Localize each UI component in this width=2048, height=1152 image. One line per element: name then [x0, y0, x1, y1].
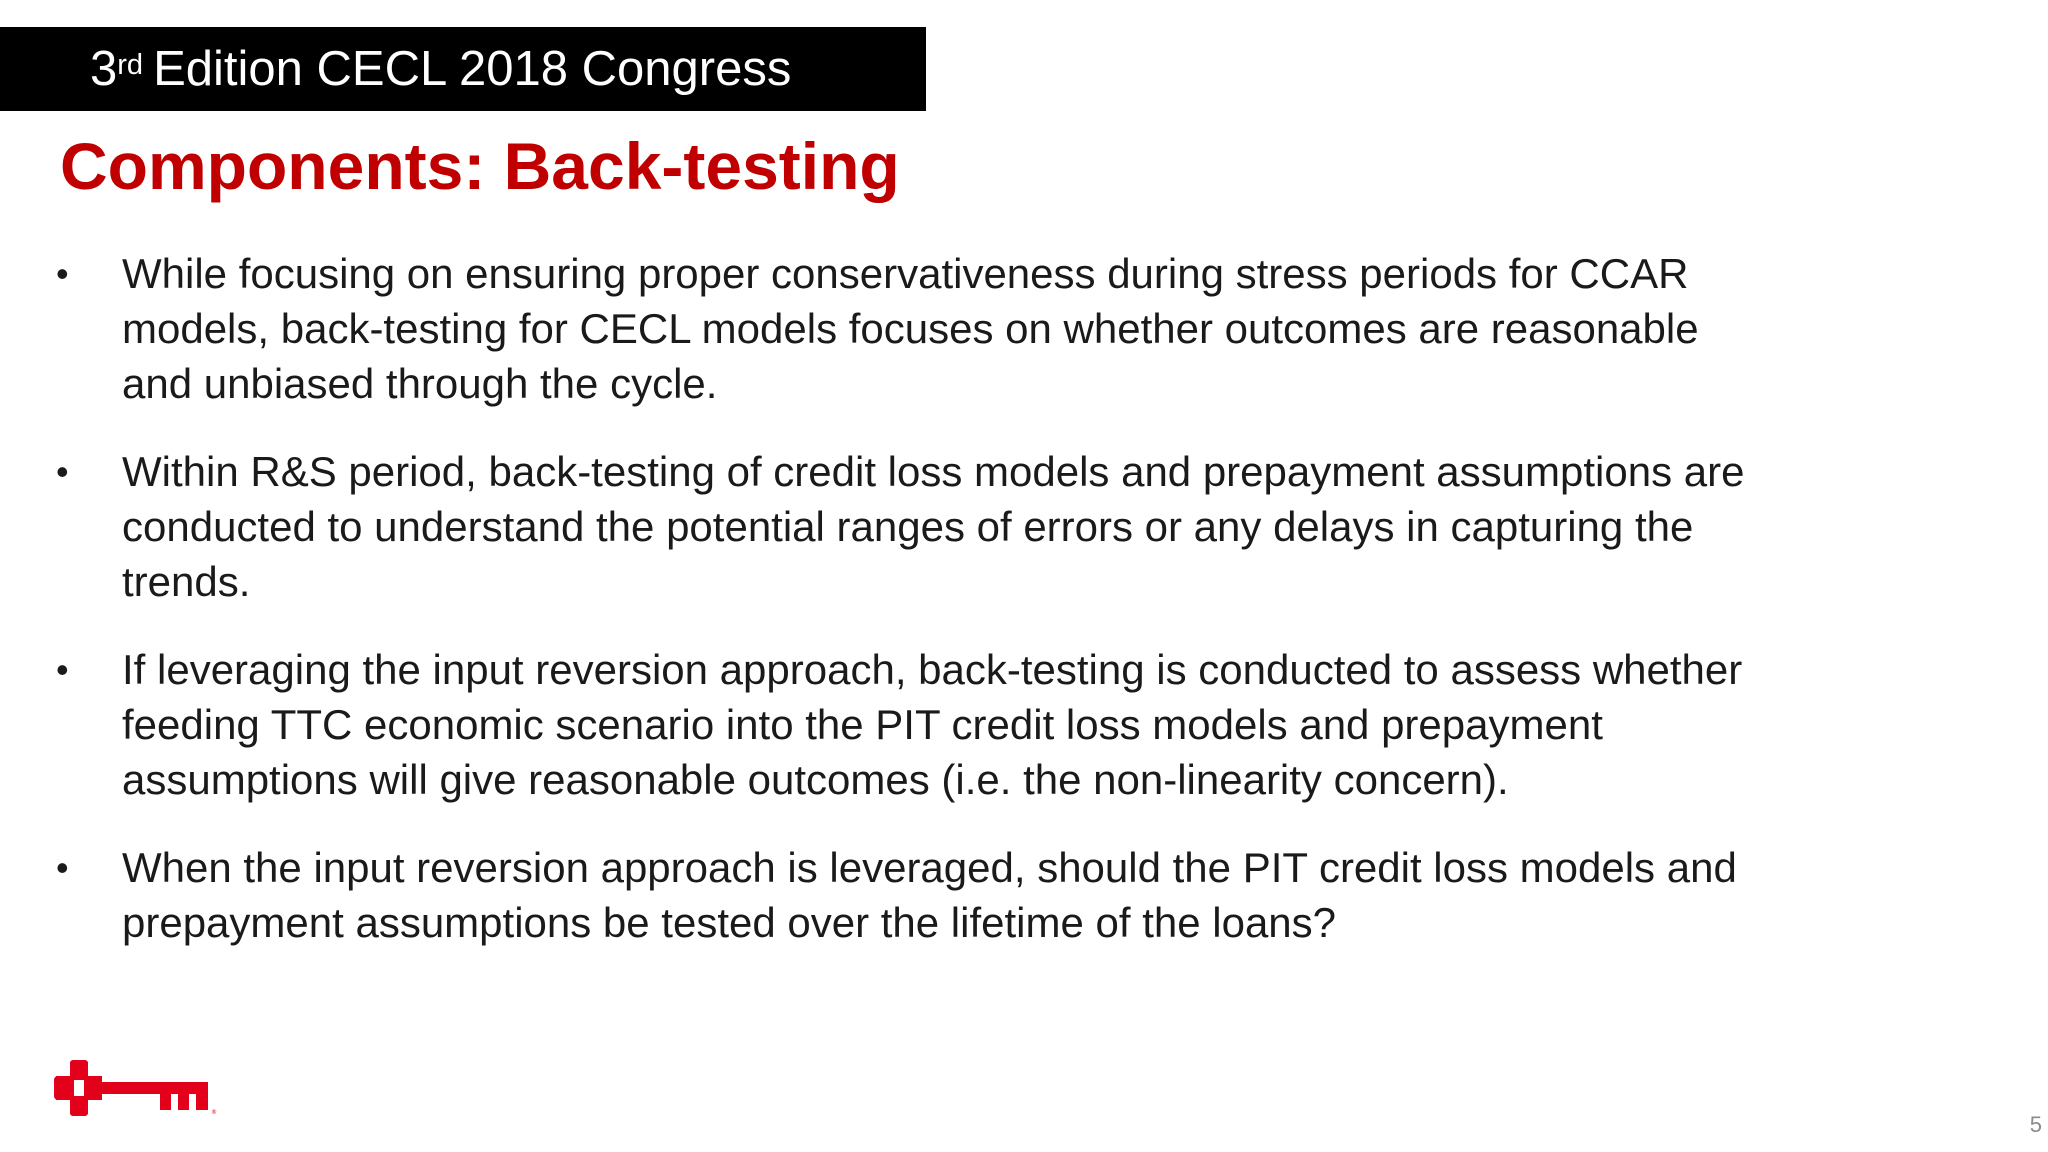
- bullet-marker: •: [56, 253, 69, 294]
- bullet-line: trends.: [122, 558, 251, 605]
- bullet-line: models, back-testing for CECL models focuses on whether outcomes are reasonable: [122, 305, 1699, 352]
- bullet-line: and unbiased through the cycle.: [122, 360, 718, 407]
- bullet-item: [56, 444, 1956, 609]
- bullet-line: When the input reversion approach is leveraged, should the PIT credit loss models and: [122, 844, 1737, 891]
- bullet-line: assumptions will give reasonable outcomes (i.e. the non-linearity concern).: [122, 756, 1509, 803]
- banner-superscript: rd: [117, 48, 144, 81]
- bullet-line: While focusing on ensuring proper conservativeness during stress periods for CCAR: [122, 250, 1689, 297]
- bullet-list: [56, 246, 1956, 983]
- svg-text:®: ®: [211, 1109, 217, 1116]
- bullet-item: [56, 840, 1956, 950]
- banner-text: Edition CECL 2018 Congress: [153, 42, 792, 96]
- banner-ordinal: 3: [90, 42, 118, 96]
- bullet-line: conducted to understand the potential ranges of errors or any delays in capturing the: [122, 503, 1694, 550]
- page-number: 5: [2029, 1112, 2042, 1137]
- event-banner: [0, 27, 926, 111]
- bullet-item: [56, 246, 1956, 411]
- bullet-line: feeding TTC economic scenario into the PIT credit loss models and prepayment: [122, 701, 1603, 748]
- bullet-marker: •: [56, 649, 69, 690]
- bullet-line: prepayment assumptions be tested over the lifetime of the loans?: [122, 899, 1337, 946]
- slide-title: Components: Back-testing: [60, 129, 900, 203]
- bullet-marker: •: [56, 847, 69, 888]
- bullet-marker: •: [56, 451, 69, 492]
- bullet-item: [56, 642, 1956, 807]
- key-logo-icon: [48, 1058, 220, 1124]
- bullet-line: If leveraging the input reversion approach, back-testing is conducted to assess whether: [122, 646, 1743, 693]
- bullet-line: Within R&S period, back-testing of credit loss models and prepayment assumptions are: [122, 448, 1745, 495]
